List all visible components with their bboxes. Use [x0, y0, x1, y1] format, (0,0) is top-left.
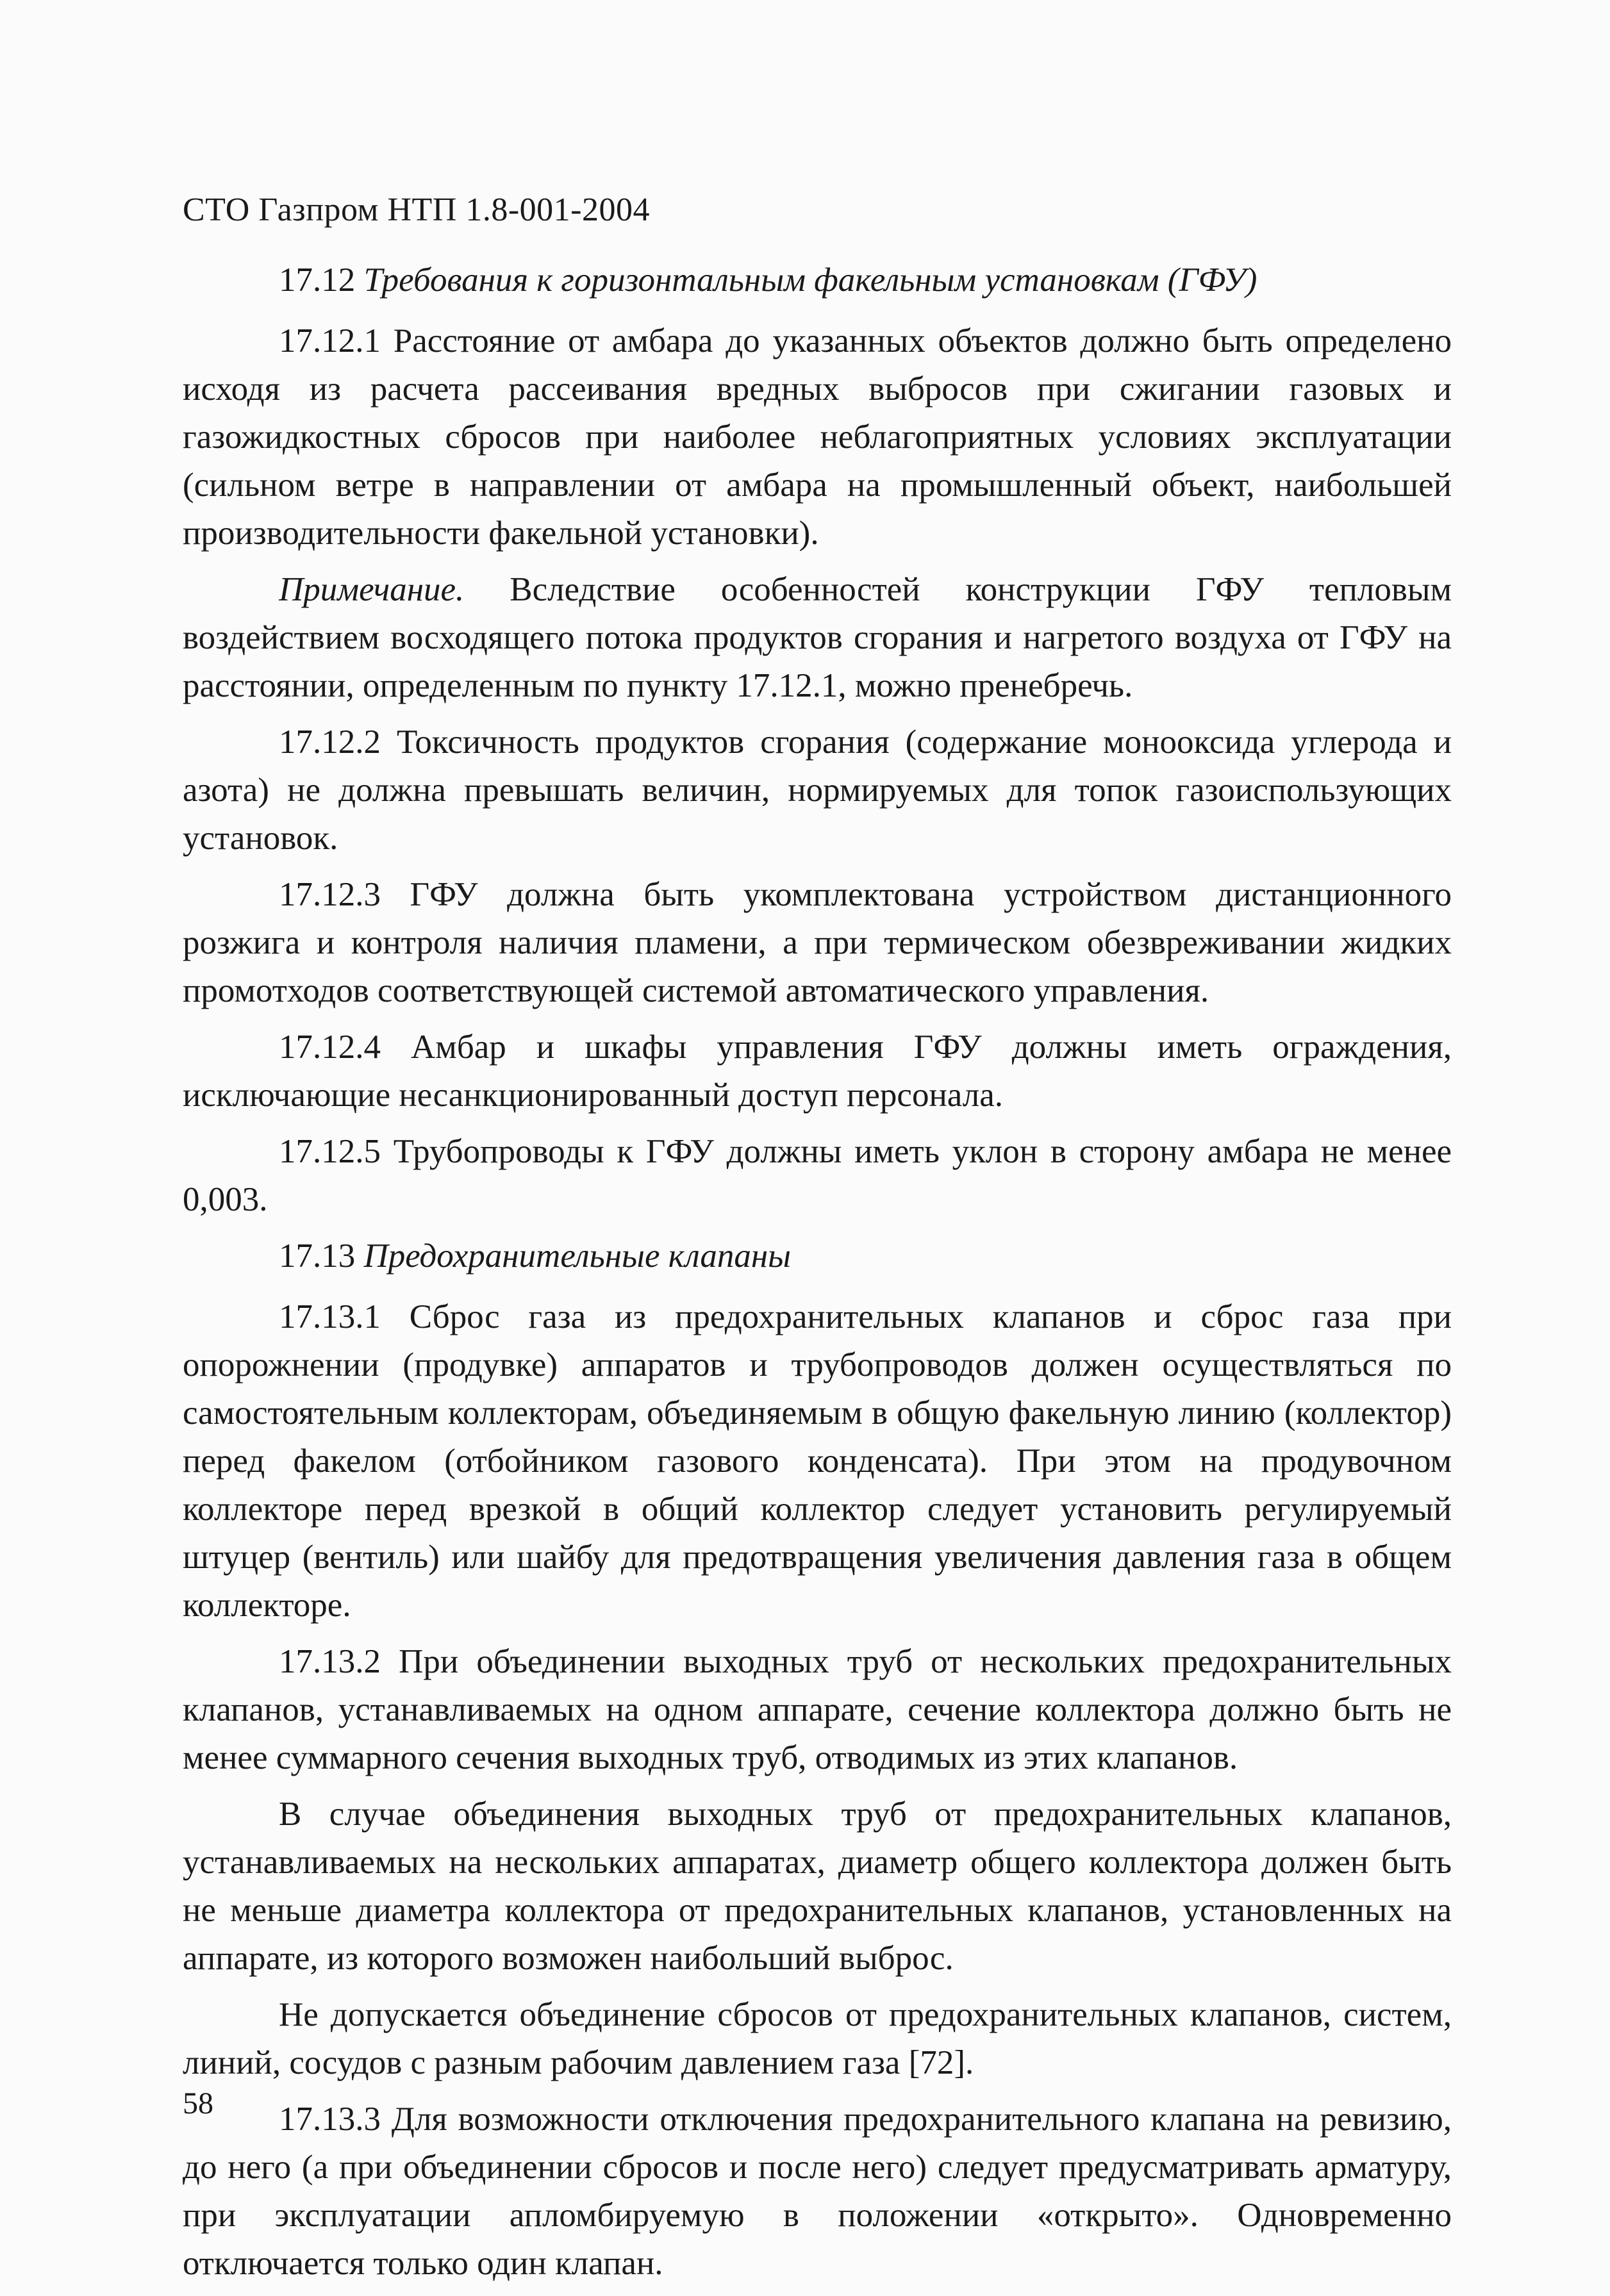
paragraph-collector-diameter: В случае объединения выходных труб от предохранительных клапанов, устанавливаемых на нескольких аппаратах, диаметр общего коллектора должен быть не меньше диаметра коллектора от предохранительных клапанов, установленных на аппарате, из которого возможен наибольший выброс.: [183, 1796, 1452, 1977]
paragraph-17-12-4: 17.12.4 Амбар и шкафы управления ГФУ должны иметь ограждения, исключающие несанкционированный доступ персонала.: [183, 1028, 1452, 1114]
paragraph-17-13-2: 17.13.2 При объединении выходных труб от нескольких предохранительных клапанов, устанавливаемых на одном аппарате, сечение коллектора должно быть не менее суммарного сечения выходных труб, отводимых из этих клапанов.: [183, 1643, 1452, 1776]
paragraph-17-12-5: 17.12.5 Трубопроводы к ГФУ должны иметь уклон в сторону амбара не менее 0,003.: [183, 1133, 1452, 1218]
paragraph-17-12-3: 17.12.3 ГФУ должна быть укомплектована устройством дистанционного розжига и контроля наличия пламени, а при термическом обезвреживании жидких промотходов соответствующей системой автоматического управления.: [183, 876, 1452, 1009]
paragraph-no-combining: Не допускается объединение сбросов от предохранительных клапанов, систем, линий, сосудов с разным рабочим давлением газа [72].: [183, 1996, 1452, 2081]
paragraph-17-13-1: 17.13.1 Сброс газа из предохранительных клапанов и сброс газа при опорожнении (продувке) аппаратов и трубопроводов должен осуществляться по самостоятельным коллекторам, объединяемым в общую факельную линию (коллектор) перед факелом (отбойником газового конденсата). При этом на продувочном коллекторе перед врезкой в общий коллектор следует установить регулируемый штуцер (вентиль) или шайбу для предотвращения увеличения давления газа в общем коллекторе.: [183, 1298, 1452, 1624]
paragraph-17-12-1: 17.12.1 Расстояние от амбара до указанных объектов должно быть определено исходя из расчета рассеивания вредных выбросов при сжигании газовых и газожидкостных сбросов при наиболее неблагоприятных условиях эксплуатации (сильном ветре в направлении от амбара на промышленный объект, наибольшей производительности факельной установки).: [183, 322, 1452, 552]
paragraph-17-12-2: 17.12.2 Токсичность продуктов сгорания (содержание монооксида углерода и азота) не должна превышать величин, нормируемых для топок газоиспользующих установок.: [183, 723, 1452, 857]
note-paragraph: Примечание. Вследствие особенностей конструкции ГФУ тепловым воздействием восходящего потока продуктов сгорания и нагретого воздуха от ГФУ на расстоянии, определенным по пункту 17.12.1, можно пренебречь.: [183, 571, 1452, 704]
paragraph-17-13-3: 17.13.3 Для возможности отключения предохранительного клапана на ревизию, до него (а при объединении сбросов и после него) следует предусматривать арматуру, при эксплуатации апломбируемую в положении «открыто». Одновременно отключается только один клапан.: [183, 2101, 1452, 2282]
section-heading-17-13: 17.13 Предохранительные клапаны: [279, 1237, 792, 1275]
document-body: [183, 256, 1452, 2296]
page-number: 58: [183, 2086, 213, 2120]
document-header: СТО Газпром НТП 1.8-001-2004: [183, 192, 650, 228]
section-heading-17-12: 17.12 Требования к горизонтальным факельным установкам (ГФУ): [279, 261, 1257, 299]
